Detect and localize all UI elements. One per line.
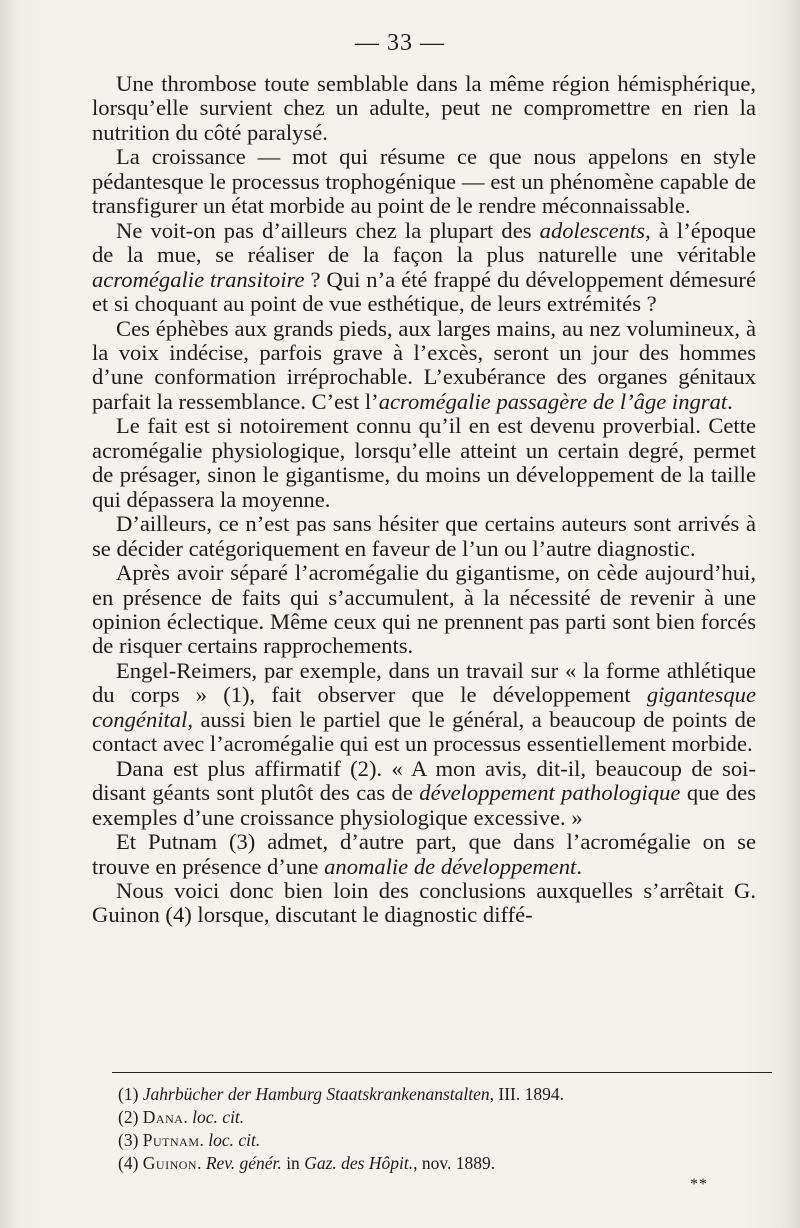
text-run: D’ailleurs, ce n’est pas sans hésiter que certains auteurs sont arrivés à se décider catégoriquement en faveur de l’un ou l’autre diagnostic. — [92, 511, 756, 561]
author-name: Dana — [142, 1107, 184, 1127]
paragraph — [92, 830, 756, 879]
italic-run: gigantesque congénital — [92, 682, 756, 732]
paragraph — [92, 145, 756, 218]
italic-run: Rev. génér. — [205, 1153, 282, 1173]
text-run: , nov. 1889. — [413, 1153, 496, 1173]
italic-run: Gaz. des Hôpit. — [304, 1153, 414, 1173]
paragraph — [92, 879, 756, 928]
footnote — [118, 1129, 768, 1152]
text-run: Une thrombose toute semblable dans la même région hémisphérique, lorsqu’elle survient chez un adulte, peut ne compromettre en rien la nutrition du côté paralysé. — [92, 71, 756, 145]
italic-run: acromégalie transitoire — [92, 266, 305, 292]
text-run: Ces éphèbes aux grands pieds, aux larges mains, au nez volumineux, à la voix indécise, parfois grave à l’excès, seront un jour des hommes d’une conformation irréprochable. L’exubérance des organes génitaux parfait la ressemblance. C’est l’ — [92, 315, 756, 414]
text-run: , III. 1894. — [489, 1084, 565, 1104]
text-run: La croissance — mot qui résume ce que nous appelons en style pédantesque le processus trophogénique — est un phénomène capable de transfigurer un état morbide au point de le rendre méconnaissable. — [92, 144, 756, 219]
footnote — [118, 1106, 768, 1129]
text-run: Engel-Reimers, par exemple, dans un travail sur « la forme athlétique du corps » (1), fait observer que le développement — [92, 657, 756, 708]
text-run: Après avoir séparé l’acromégalie du gigantisme, on cède aujourd’hui, en présence de faits qui s’accumulent, à la nécessité de revenir à une opinion éclectique. Même ceux qui ne prennent pas parti sont bien forcés de risquer certains rapprochements. — [92, 560, 756, 659]
paragraph — [92, 219, 756, 317]
text-run: in — [281, 1153, 305, 1173]
paragraph — [92, 72, 756, 145]
paragraph — [92, 414, 756, 512]
author-name: Guinon — [142, 1153, 198, 1173]
text-run: Le fait est si notoirement connu qu’il en est devenu proverbial. Cette acromégalie physiologique, lorsqu’elle atteint un certain degré, permet de présager, sinon le gigantisme, du moins un développement de la taille qui dépassera la moyenne. — [92, 413, 756, 512]
italic-run: développement pathologique — [419, 780, 681, 806]
footnote — [118, 1152, 768, 1175]
footnote-rule — [112, 1072, 772, 1073]
text-run: (3) — [118, 1130, 143, 1150]
paragraph — [92, 659, 756, 757]
text-run: Et Putnam (3) admet, d’autre part, que dans l’acromégalie on se trouve en présence d’une — [92, 829, 756, 879]
italic-run: acromégalie passagère de l’âge ingrat — [378, 388, 728, 414]
paragraph — [92, 561, 756, 659]
author-name: Putnam — [142, 1130, 200, 1150]
text-run: Nous voici donc bien loin des conclusions auxquelles s’arrêtait G. Guinon (4) lorsque, discutant le diagnostic diffé- — [92, 877, 756, 928]
text-run: . — [727, 388, 733, 414]
paragraph — [92, 317, 756, 415]
text-run: , aussi bien le partiel que le général, a beaucoup de points de contact avec l’acromégalie qui est un processus essentiellement morbide. — [92, 706, 756, 757]
text-run: . — [197, 1153, 206, 1173]
text-run: . — [183, 1107, 193, 1127]
italic-run: Jahrbücher der Hamburg Staatskrankenanstalten — [142, 1084, 490, 1104]
text-run: (2) — [118, 1107, 143, 1127]
text-run: ? Qui n’a été frappé du développement démesuré et si choquant au point de vue esthétique, de leurs extrémités ? — [92, 266, 756, 317]
paragraph — [92, 757, 756, 830]
footnote — [118, 1083, 768, 1106]
text-run: (4) — [118, 1153, 143, 1173]
text-run: , à l’époque de la mue, se réaliser de la façon la plus naturelle une véritable — [92, 217, 756, 268]
italic-run: loc. cit. — [192, 1107, 245, 1127]
text-run: . — [199, 1130, 209, 1150]
text-run: Ne voit-on pas d’ailleurs chez la plupart des — [116, 217, 540, 243]
text-run: (1) — [118, 1084, 143, 1104]
signature-mark: ** — [690, 1176, 708, 1193]
text-run: . — [576, 853, 582, 879]
italic-run: loc. cit. — [208, 1130, 261, 1150]
text-run: Dana est plus affirmatif (2). « A mon avis, dit-il, beaucoup de soi-disant géants sont plutôt des cas de — [92, 755, 756, 806]
footnotes — [118, 1083, 768, 1175]
italic-run: adolescents — [539, 217, 646, 243]
paragraph — [92, 512, 756, 561]
italic-run: anomalie de développement — [324, 853, 577, 879]
text-run: que des exemples d’une croissance physiologique excessive. » — [92, 780, 756, 830]
page-number: — 33 — — [355, 30, 445, 56]
body-text — [92, 72, 756, 928]
